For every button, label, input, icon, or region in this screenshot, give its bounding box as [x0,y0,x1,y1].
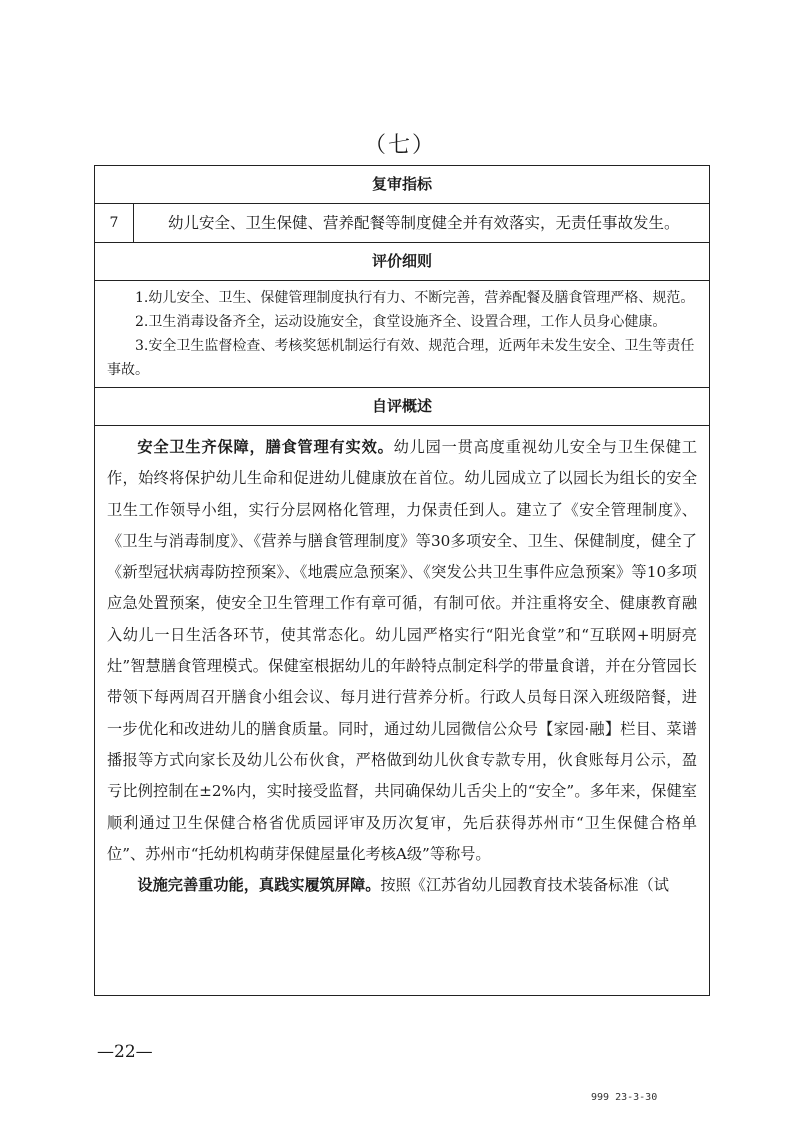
summary-paragraph [107,870,697,901]
summary-header: 自评概述 [95,388,709,426]
criteria-header: 评价细则 [95,243,709,281]
criteria-item: 3.安全卫生监督检查、考核奖惩机制运行有效、规范合理，近两年未发生安全、卫生等责任事故。 [107,338,695,378]
indicator-text: 幼儿安全、卫生保健、营养配餐等制度健全并有效落实，无责任事故发生。 [168,214,680,232]
indicator-row [95,204,709,243]
paragraph-text: 幼儿园一贯高度重视幼儿安全与卫生保健工作，始终将保护幼儿生命和促进幼儿健康放在首位。幼儿园成立了以园长为组长的安全卫生工作领导小组，实行分层网格化管理，力保责任到人。建立了《安全管理制度》、《卫生与消毒制度》、《营养与膳食管理制度》等30多项安全、卫生、保健制度，健全了《新型冠状病毒防控预案》、《地震应急预案》、《突发公共卫生事件应急预案》等10多项应急处置预案，使安全卫生管理工作有章可循，有制可依。并注重将安全、健康教育融入幼儿一日生活各环节，使其常态化。幼儿园严格实行“阳光食堂”和“互联网+明厨亮灶”智慧膳食管理模式。保健室根据幼儿的年龄特点制定科学的带量食谱，并在分管园长带领下每两周召开膳食小组会议、每月进行营养分析。行政人员每日深入班级陪餐，进一步优化和改进幼儿的膳食质量。同时，通过幼儿园微信公众号【家园·融】栏目、菜谱播报等方式向家长及幼儿公布伙食，严格做到幼儿伙食专款专用，伙食账每月公示，盈亏比例控制在±2%内，实时接受监督，共同确保幼儿舌尖上的“安全”。多年来，保健室顺利通过卫生保健合格省优质园评审及历次复审，先后获得苏州市“卫生保健合格单位”、苏州市“托幼机构萌芽保健屋量化考核A级”等称号。 [107,438,698,863]
summary-body [95,426,709,901]
paragraph-lead: 设施完善重功能，真践实履筑屏障。 [137,876,381,895]
summary-paragraph [107,432,697,870]
print-stamp: 999 23-3-30 [591,1092,658,1103]
paragraph-text: 按照《江苏省幼儿园教育技术装备标准（试 [380,876,669,895]
criteria-item: 2.卫生消毒设备齐全，运动设施安全，食堂设施齐全、设置合理，工作人员身心健康。 [135,314,667,330]
document-title: （七） [363,133,436,158]
paragraph-lead: 安全卫生齐保障，膳食管理有实效。 [137,438,394,456]
criteria-item: 1.幼儿安全、卫生、保健管理制度执行有力、不断完善，营养配餐及膳食管理严格、规范。 [135,290,695,306]
indicator-number: 7 [95,204,134,242]
review-indicator-header: 复审指标 [95,166,709,204]
evaluation-table [94,165,710,996]
criteria-list [95,281,709,388]
page-number: —22— [97,1042,153,1062]
